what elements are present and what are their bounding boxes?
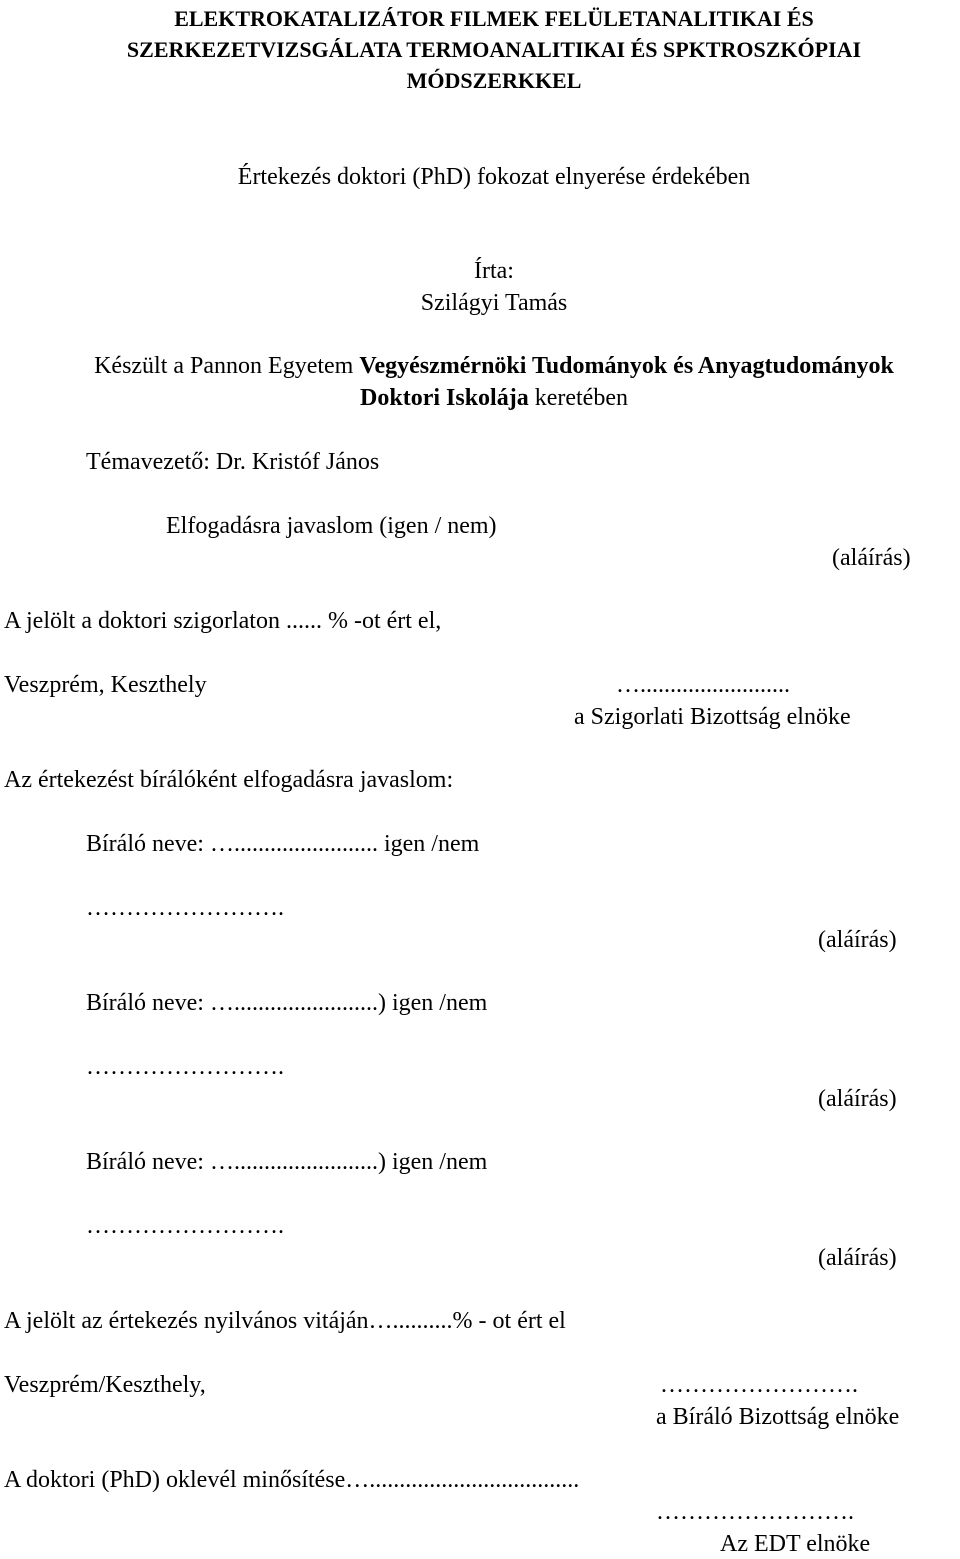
doctoral-school-name: Vegyészmérnöki Tudományok és Anyagtudományok xyxy=(359,353,894,379)
institution-prefix: Készült a Pannon Egyetem xyxy=(94,353,360,379)
reviewers-intro: Az értekezést bírálóként elfogadásra javaslom: xyxy=(4,767,454,793)
reviewer-line: Bíráló neve: …........................ igen /nem xyxy=(86,831,480,857)
supervisor-signature-label: (aláírás) xyxy=(832,545,911,571)
supervisor-acceptance: Elfogadásra javaslom (igen / nem) xyxy=(166,513,497,539)
author-label: Írta: xyxy=(474,258,514,284)
dissertation-subtitle: Értekezés doktori (PhD) fokozat elnyerése érdekében xyxy=(237,164,751,190)
diploma-grade: A doktori (PhD) oklevél minősítése…................................... xyxy=(4,1467,580,1493)
defense-result: A jelölt az értekezés nyilvános vitáján…..........% - ot ért el xyxy=(4,1308,566,1334)
institution-suffix: keretében xyxy=(528,385,628,411)
reviewer-signature-label: (aláírás) xyxy=(818,927,897,953)
reviewer-signature-label: (aláírás) xyxy=(818,1245,897,1271)
reviewer-signature-dots: ……………………. xyxy=(86,1054,284,1080)
reviewer-signature-label: (aláírás) xyxy=(818,1086,897,1112)
institution-line-2 xyxy=(0,383,960,413)
institution-line-1 xyxy=(0,351,960,381)
edt-signature-dots: ……………………. xyxy=(656,1499,854,1525)
edt-chair: Az EDT elnöke xyxy=(720,1531,871,1557)
reviewer-line: Bíráló neve: …........................) igen /nem xyxy=(86,990,488,1016)
doctoral-school-name-cont: Doktori Iskolája xyxy=(360,385,529,411)
exam-place: Veszprém, Keszthely xyxy=(4,672,207,698)
defense-place: Veszprém/Keszthely, xyxy=(4,1372,206,1398)
exam-result: A jelölt a doktori szigorlaton ...... % -ot ért el, xyxy=(4,608,442,634)
reviewer-line: Bíráló neve: …........................) igen /nem xyxy=(86,1149,488,1175)
exam-committee-signature-dots: …......................... xyxy=(616,672,790,698)
title-line-2: SZERKEZETVIZSGÁLATA TERMOANALITIKAI ÉS SPKTROSZKÓPIAI xyxy=(126,37,862,62)
author-name: Szilágyi Tamás xyxy=(420,290,568,316)
review-committee-signature-dots: ……………………. xyxy=(660,1372,858,1398)
title-line-3: MÓDSZERKKEL xyxy=(406,68,582,93)
title-line-1: ELEKTROKATALIZÁTOR FILMEK FELÜLETANALITIKAI ÉS xyxy=(174,6,814,31)
reviewer-signature-dots: ……………………. xyxy=(86,895,284,921)
exam-committee-chair: a Szigorlati Bizottság elnöke xyxy=(574,704,851,730)
reviewer-signature-dots: ……………………. xyxy=(86,1213,284,1239)
review-committee-chair: a Bíráló Bizottság elnöke xyxy=(656,1404,900,1430)
supervisor: Témavezető: Dr. Kristóf János xyxy=(86,449,380,475)
